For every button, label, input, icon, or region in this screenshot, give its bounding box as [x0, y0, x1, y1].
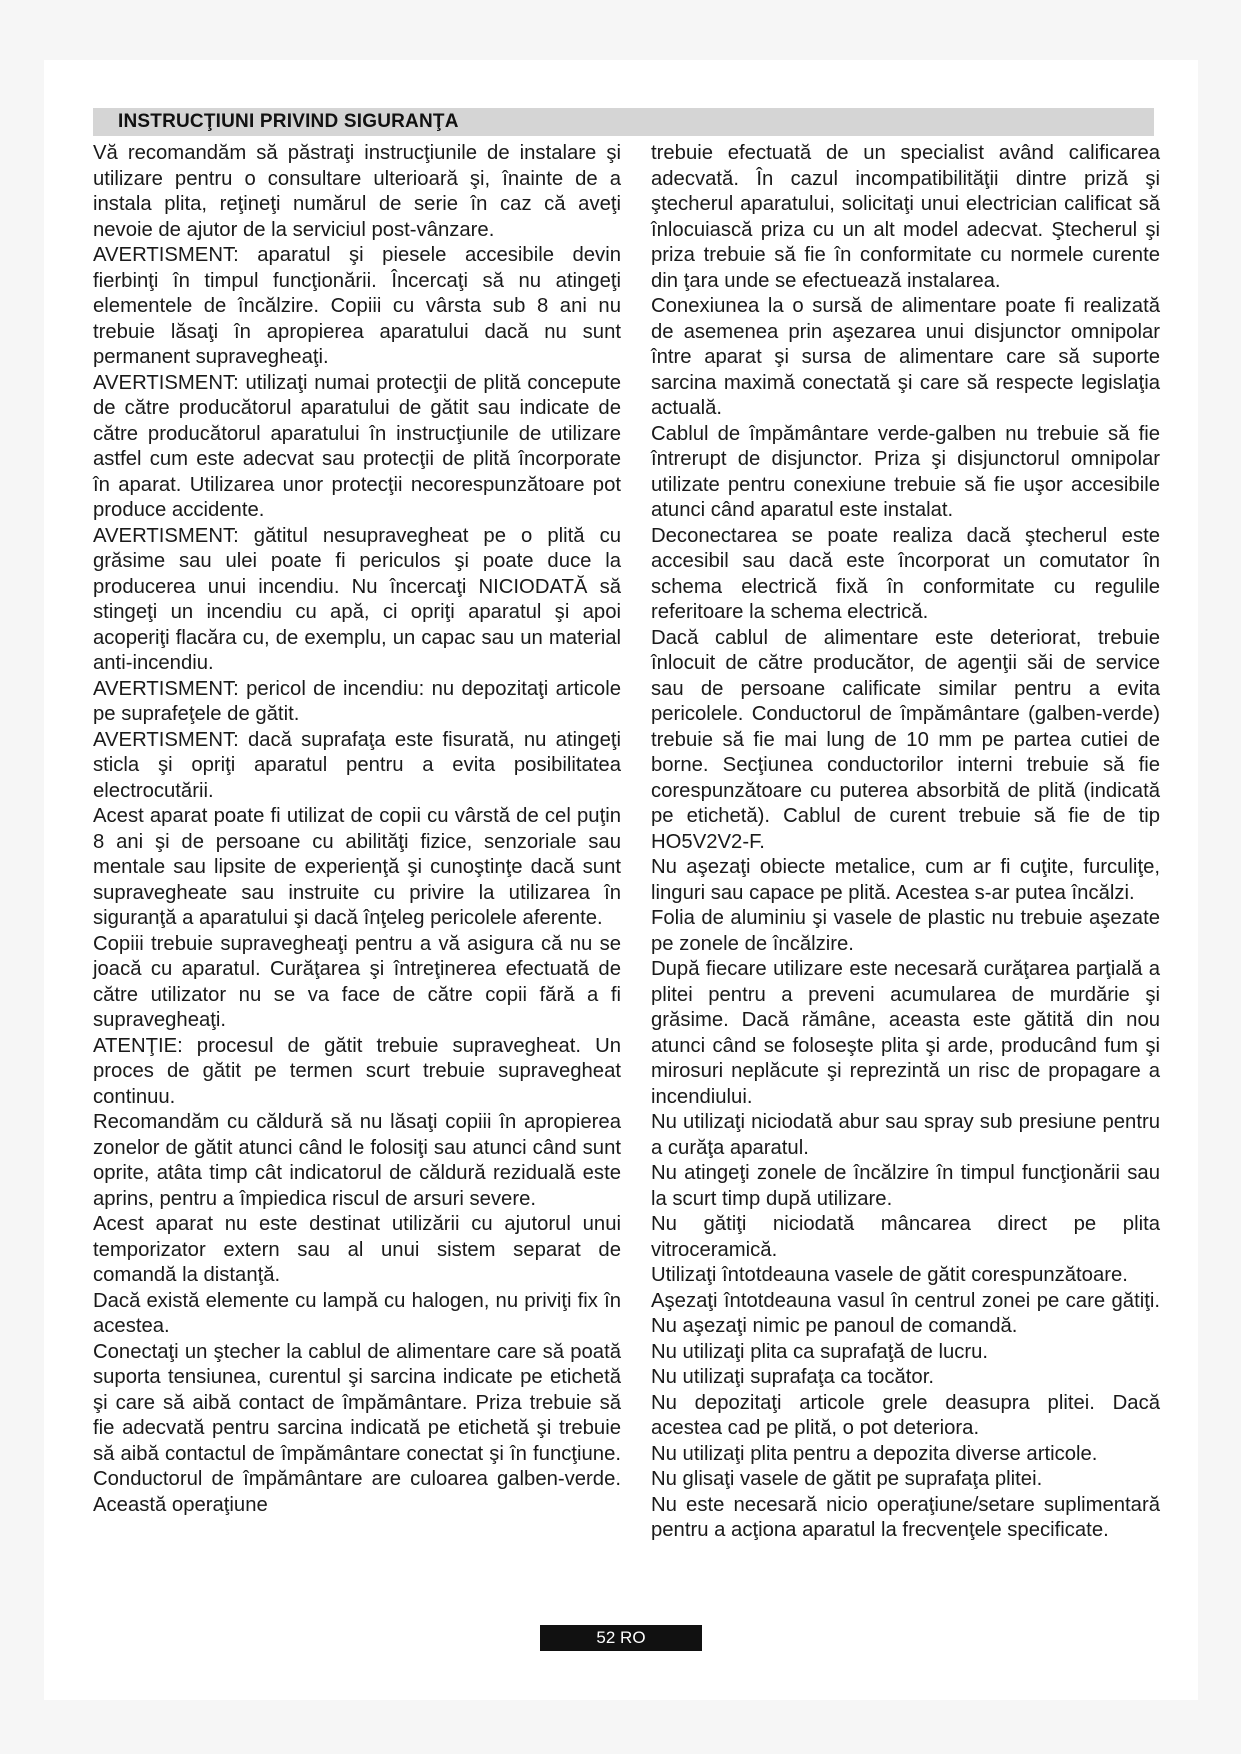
paragraph: Nu glisaţi vasele de gătit pe suprafaţa plitei.	[651, 1468, 1043, 1490]
section-title: INSTRUCŢIUNI PRIVIND SIGURANŢA	[118, 111, 459, 132]
section-header	[93, 108, 1154, 136]
paragraph: Conexiunea la o sursă de alimentare poate fi realizată de asemenea prin aşezarea unui disjunctor omnipolar între aparat şi sursa de alimentare care să suporte sarcina maximă conectată şi care să respecte legislaţia actuală.	[651, 295, 1160, 419]
paragraph: Utilizaţi întotdeauna vasele de gătit corespunzătoare.	[651, 1264, 1128, 1286]
paragraph: Dacă există elemente cu lampă cu halogen, nu priviţi fix în acestea.	[93, 1289, 621, 1337]
paragraph: Acest aparat nu este destinat utilizării cu ajutorul unui temporizator extern sau al unui sistem separat de comandă la distanţă.	[93, 1213, 621, 1286]
paragraph: Nu este necesară nicio operaţiune/setare suplimentară pentru a acţiona aparatul la frecvenţele specificate.	[651, 1493, 1160, 1541]
left-column	[93, 141, 621, 1518]
paragraph: Recomandăm cu căldură să nu lăsaţi copiii în apropierea zonelor de gătit atunci când le folosiţi sau atunci când sunt oprite, atâta timp cât indicatorul de căldură reziduală este aprins, pentru a împiedica riscul de arsuri severe.	[93, 1111, 621, 1210]
paragraph: AVERTISMENT: pericol de incendiu: nu depozitaţi articole pe suprafeţele de gătit.	[93, 677, 621, 725]
paragraph: Nu gătiţi niciodată mâncarea direct pe plita vitroceramică.	[651, 1213, 1160, 1261]
paragraph: Nu utilizaţi niciodată abur sau spray sub presiune pentru a curăţa aparatul.	[651, 1111, 1160, 1159]
paragraph: AVERTISMENT: utilizaţi numai protecţii de plită concepute de către producătorul aparatului de gătit sau indicate de către producătorul aparatului în instrucţiunile de utilizare astfel cum este adecvat sau protecţii de plită încorporate în aparat. Utilizarea unor protecţii necorespunzătoare pot produce accidente.	[93, 371, 621, 521]
paragraph: trebuie efectuată de un specialist având calificarea adecvată. În cazul incompatibilităţii dintre priză şi ştecherul aparatului, solicitaţi unui electrician calificat să înlocuiască priza cu un alt model adecvat. Ştecherul şi priza trebuie să fie în conformitate cu normele curente din ţara unde se efectuează instalarea.	[651, 142, 1160, 292]
paragraph: Conectaţi un ştecher la cablul de alimentare care să poată suporta tensiunea, curentul şi sarcina indicate pe etichetă şi care să aibă contact de împământare. Priza trebuie să fie adecvată pentru sarcina indicată pe etichetă şi trebuie să aibă contactul de împământare conectat şi în funcţiune. Conductorul de împământare are culoarea galben-verde. Această operaţiune	[93, 1340, 621, 1516]
paragraph: Cablul de împământare verde-galben nu trebuie să fie întrerupt de disjunctor. Priza şi disjunctorul omnipolar utilizate pentru conexiune trebuie să fie uşor accesibile atunci când aparatul este instalat.	[651, 422, 1160, 521]
paragraph: Folia de aluminiu şi vasele de plastic nu trebuie aşezate pe zonele de încălzire.	[651, 907, 1160, 955]
paragraph: Nu atingeţi zonele de încălzire în timpul funcţionării sau la scurt timp după utilizare.	[651, 1162, 1160, 1210]
paragraph: Nu aşezaţi obiecte metalice, cum ar fi cuţite, furculiţe, linguri sau capace pe plită. Acestea s-ar putea încălzi.	[651, 856, 1160, 904]
paragraph: Dacă cablul de alimentare este deteriorat, trebuie înlocuit de către producător, de agenţii săi de service sau de persoane calificate similar pentru a evita pericolele. Conductorul de împământare (galben-verde) trebuie să fie mai lung de 10 mm pe partea cutiei de borne. Secţiunea conductorilor interni trebuie să fie corespunzătoare cu puterea absorbită de plită (indicată pe etichetă). Cablul de curent trebuie să fie de tip HO5V2V2-F.	[651, 626, 1160, 853]
paragraph: AVERTISMENT: gătitul nesupravegheat pe o plită cu grăsime sau ulei poate fi periculos şi poate duce la producerea unui incendiu. Nu încercaţi NICIODATĂ să stingeţi un incendiu cu apă, ci opriţi aparatul şi apoi acoperiţi flacăra cu, de exemplu, un capac sau un material anti-incendiu.	[93, 524, 621, 674]
paragraph: Nu utilizaţi plita ca suprafaţă de lucru.	[651, 1340, 989, 1363]
page-number: 52 RO	[540, 1625, 702, 1651]
paragraph: ATENŢIE: procesul de gătit trebuie supravegheat. Un proces de gătit pe termen scurt trebuie supravegheat continuu.	[93, 1034, 621, 1108]
paragraph: Copiii trebuie supravegheaţi pentru a vă asigura că nu se joacă cu aparatul. Curăţarea şi întreţinerea efectuată de către utilizator nu se va face de către copii fără a fi supravegheaţi.	[93, 932, 621, 1031]
paragraph: AVERTISMENT: dacă suprafaţa este fisurată, nu atingeţi sticla şi opriţi aparatul pentru a evita posibilitatea electrocutării.	[93, 728, 621, 802]
paragraph: Aşezaţi întotdeauna vasul în centrul zonei pe care gătiţi. Nu aşezaţi nimic pe panoul de comandă.	[651, 1289, 1160, 1337]
right-column	[651, 141, 1160, 1544]
paragraph: Nu utilizaţi suprafaţa ca tocător.	[651, 1366, 934, 1388]
paragraph: Deconectarea se poate realiza dacă ştecherul este accesibil sau dacă este încorporat un comutator în schema electrică fixă în conformitate cu regulile referitoare la schema electrică.	[651, 524, 1160, 623]
paragraph: Acest aparat poate fi utilizat de copii cu vârstă de cel puţin 8 ani şi de persoane cu abilităţi fizice, senzoriale sau mentale sau lipsite de experienţă şi cunoştinţe dacă sunt supravegheate sau instruite cu privire la utilizarea în siguranţă a aparatului şi dacă înţeleg pericolele aferente.	[93, 805, 621, 929]
paragraph: Nu depozitaţi articole grele deasupra plitei. Dacă acestea cad pe plită, o pot deteriora.	[651, 1391, 1160, 1439]
paragraph: AVERTISMENT: aparatul şi piesele accesibile devin fierbinţi în timpul funcţionării. Încercaţi să nu atingeţi elementele de încălzire. Copiii cu vârsta sub 8 ani nu trebuie lăsaţi în apropierea aparatului dacă nu sunt permanent supravegheaţi.	[93, 244, 621, 368]
paragraph: După fiecare utilizare este necesară curăţarea parţială a plitei pentru a preveni acumularea de murdărie şi grăsime. Dacă rămâne, aceasta este gătită din nou atunci când se foloseşte plita şi arde, producând fum şi mirosuri neplăcute şi reprezintă un risc de propagare a incendiului.	[651, 958, 1160, 1108]
paragraph: Vă recomandăm să păstraţi instrucţiunile de instalare şi utilizare pentru o consultare ulterioară şi, înainte de a instala plita, reţineţi numărul de serie în caz că aveţi nevoie de ajutor de la serviciul post-vânzare.	[93, 142, 621, 241]
paragraph: Nu utilizaţi plita pentru a depozita diverse articole.	[651, 1442, 1098, 1465]
